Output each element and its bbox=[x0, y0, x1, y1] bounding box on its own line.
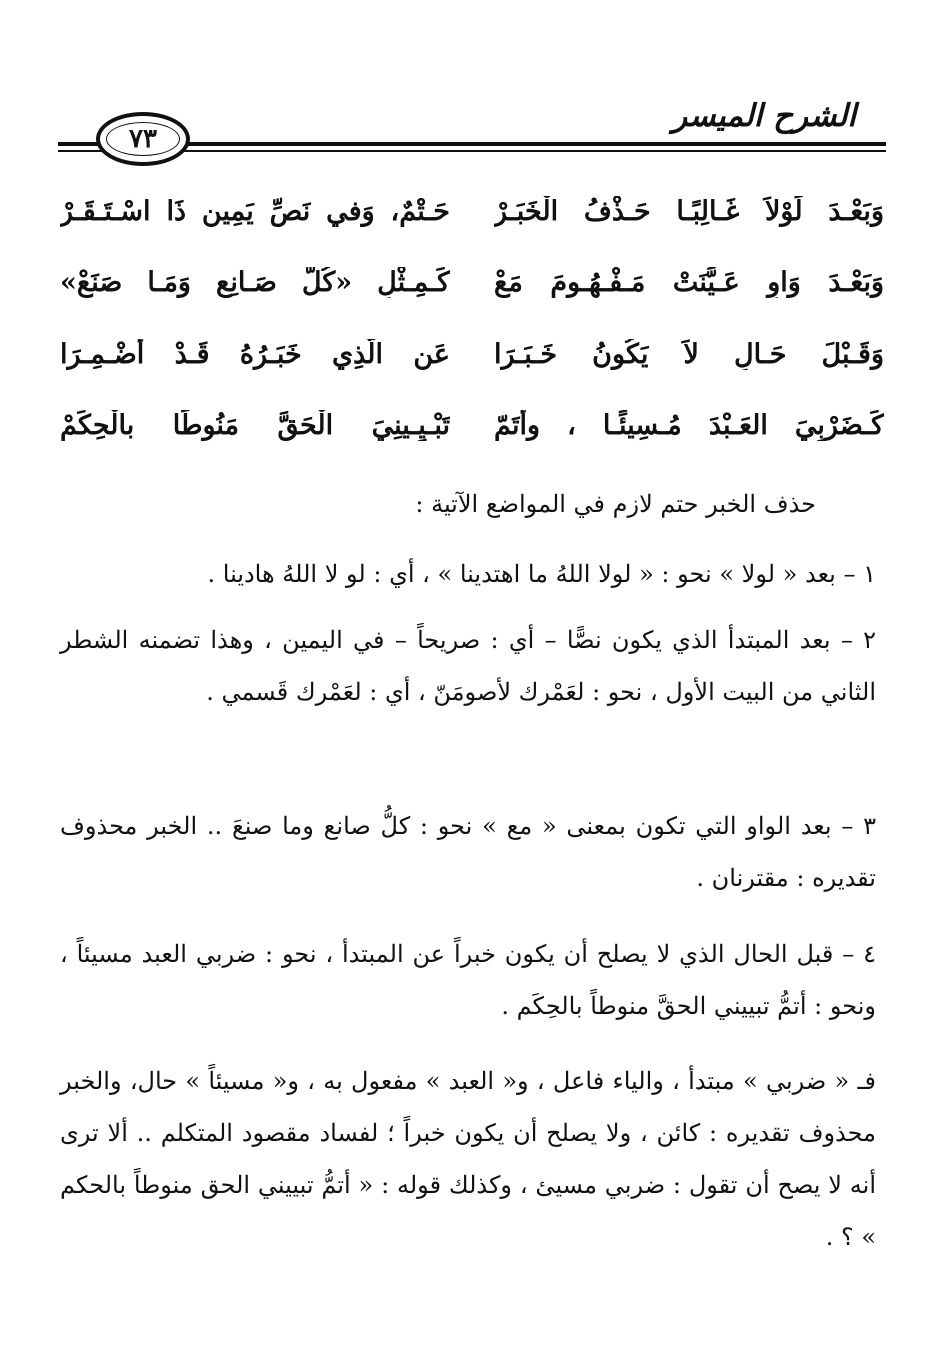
verse-line bbox=[60, 196, 884, 246]
verse-right-hemistich: وَقَـبْلَ حَـالٍ لاَ يَكُونُ خَـبَـرَا bbox=[494, 339, 884, 370]
verse-line bbox=[60, 339, 884, 389]
verse-line bbox=[60, 410, 884, 460]
intro-paragraph: حذف الخبر حتم لازم في المواضع الآتية : bbox=[415, 490, 816, 518]
verse-left-hemistich: عَنِ الَّذِي خَبَـرُهُ قَـدْ أُضْـمِـرَا bbox=[60, 339, 450, 370]
verse-left-hemistich: تَبْـيِـينِيَ الْحَقَّ مَنُوطًا بالْحِكَمْ bbox=[60, 410, 450, 441]
verse-line bbox=[60, 267, 884, 317]
verse-right-hemistich: وَبَعْـدَ وَاوٍ عَـيَّنَتْ مَـفْـهُـومَ مَعْ bbox=[494, 267, 884, 298]
item-4-paragraph: ٤ – قبل الحال الذي لا يصلح أن يكون خبراً عن المبتدأ ، نحو : ضربي العبد مسيئاً ، ونحو : أتمُّ تبييني الحقَّ منوطاً بالحِكَم . bbox=[60, 940, 876, 1020]
header-rule-thick bbox=[175, 142, 886, 146]
page-number-frame bbox=[96, 112, 190, 166]
item-1-paragraph: ١ – بعد « لولا » نحو : « لولا اللهُ ما اهتدينا » ، أي : لو لا اللهُ هادينا . bbox=[207, 560, 876, 588]
page-number: ٧٣ bbox=[106, 122, 180, 156]
verse-left-hemistich: كَـمِـثْلِ «كُلُّ صَـانِعٍ وَمَـا صَنَعْ» bbox=[60, 267, 450, 298]
item-2-paragraph: ٢ – بعد المبتدأ الذي يكون نصًّا – أي : صريحاً – في اليمين ، وهذا تضمنه الشطر الثاني من البيت الأول ، نحو : لعَمْرك لأصومَنّ ، أي : لعَمْرك قَسمي . bbox=[60, 626, 876, 706]
verse-left-hemistich: حَـتْمٌ، وَفي نَصِّ يَمِينٍ ذَا اسْـتَـقَـرْ bbox=[60, 196, 450, 227]
verse-right-hemistich: وَبَعْـدَ لَوْلاَ غَـالِبًـا حَـذْفُ الْخَبَـرْ bbox=[494, 196, 884, 227]
running-header-title: الشرح الميسر bbox=[672, 98, 856, 134]
verse-right-hemistich: كَـضَرْبِيَ العَـبْدَ مُـسِيئًـا ، وأَتَمّ bbox=[494, 410, 884, 441]
item-3-paragraph: ٣ – بعد الواو التي تكون بمعنى « مع » نحو : كلُّ صانع وما صنعَ .. الخبر محذوف تقديره : مقترنان . bbox=[60, 812, 876, 892]
header-rule-left-thin bbox=[58, 150, 103, 152]
analysis-paragraph: فـ « ضربي » مبتدأ ، والياء فاعل ، و« العبد » مفعول به ، و« مسيئاً » حال، والخبر محذوف تقديره : كائن ، ولا يصلح أن يكون خبراً ؛ لفساد مقصود المتكلم .. ألا ترى أنه لا يصح أن تقول : ضربي مسيئ ، وكذلك قوله : « أتمُّ تبييني الحق منوطاً بالحكم » ؟ . bbox=[60, 1067, 876, 1251]
header-rule-thin bbox=[175, 150, 886, 152]
